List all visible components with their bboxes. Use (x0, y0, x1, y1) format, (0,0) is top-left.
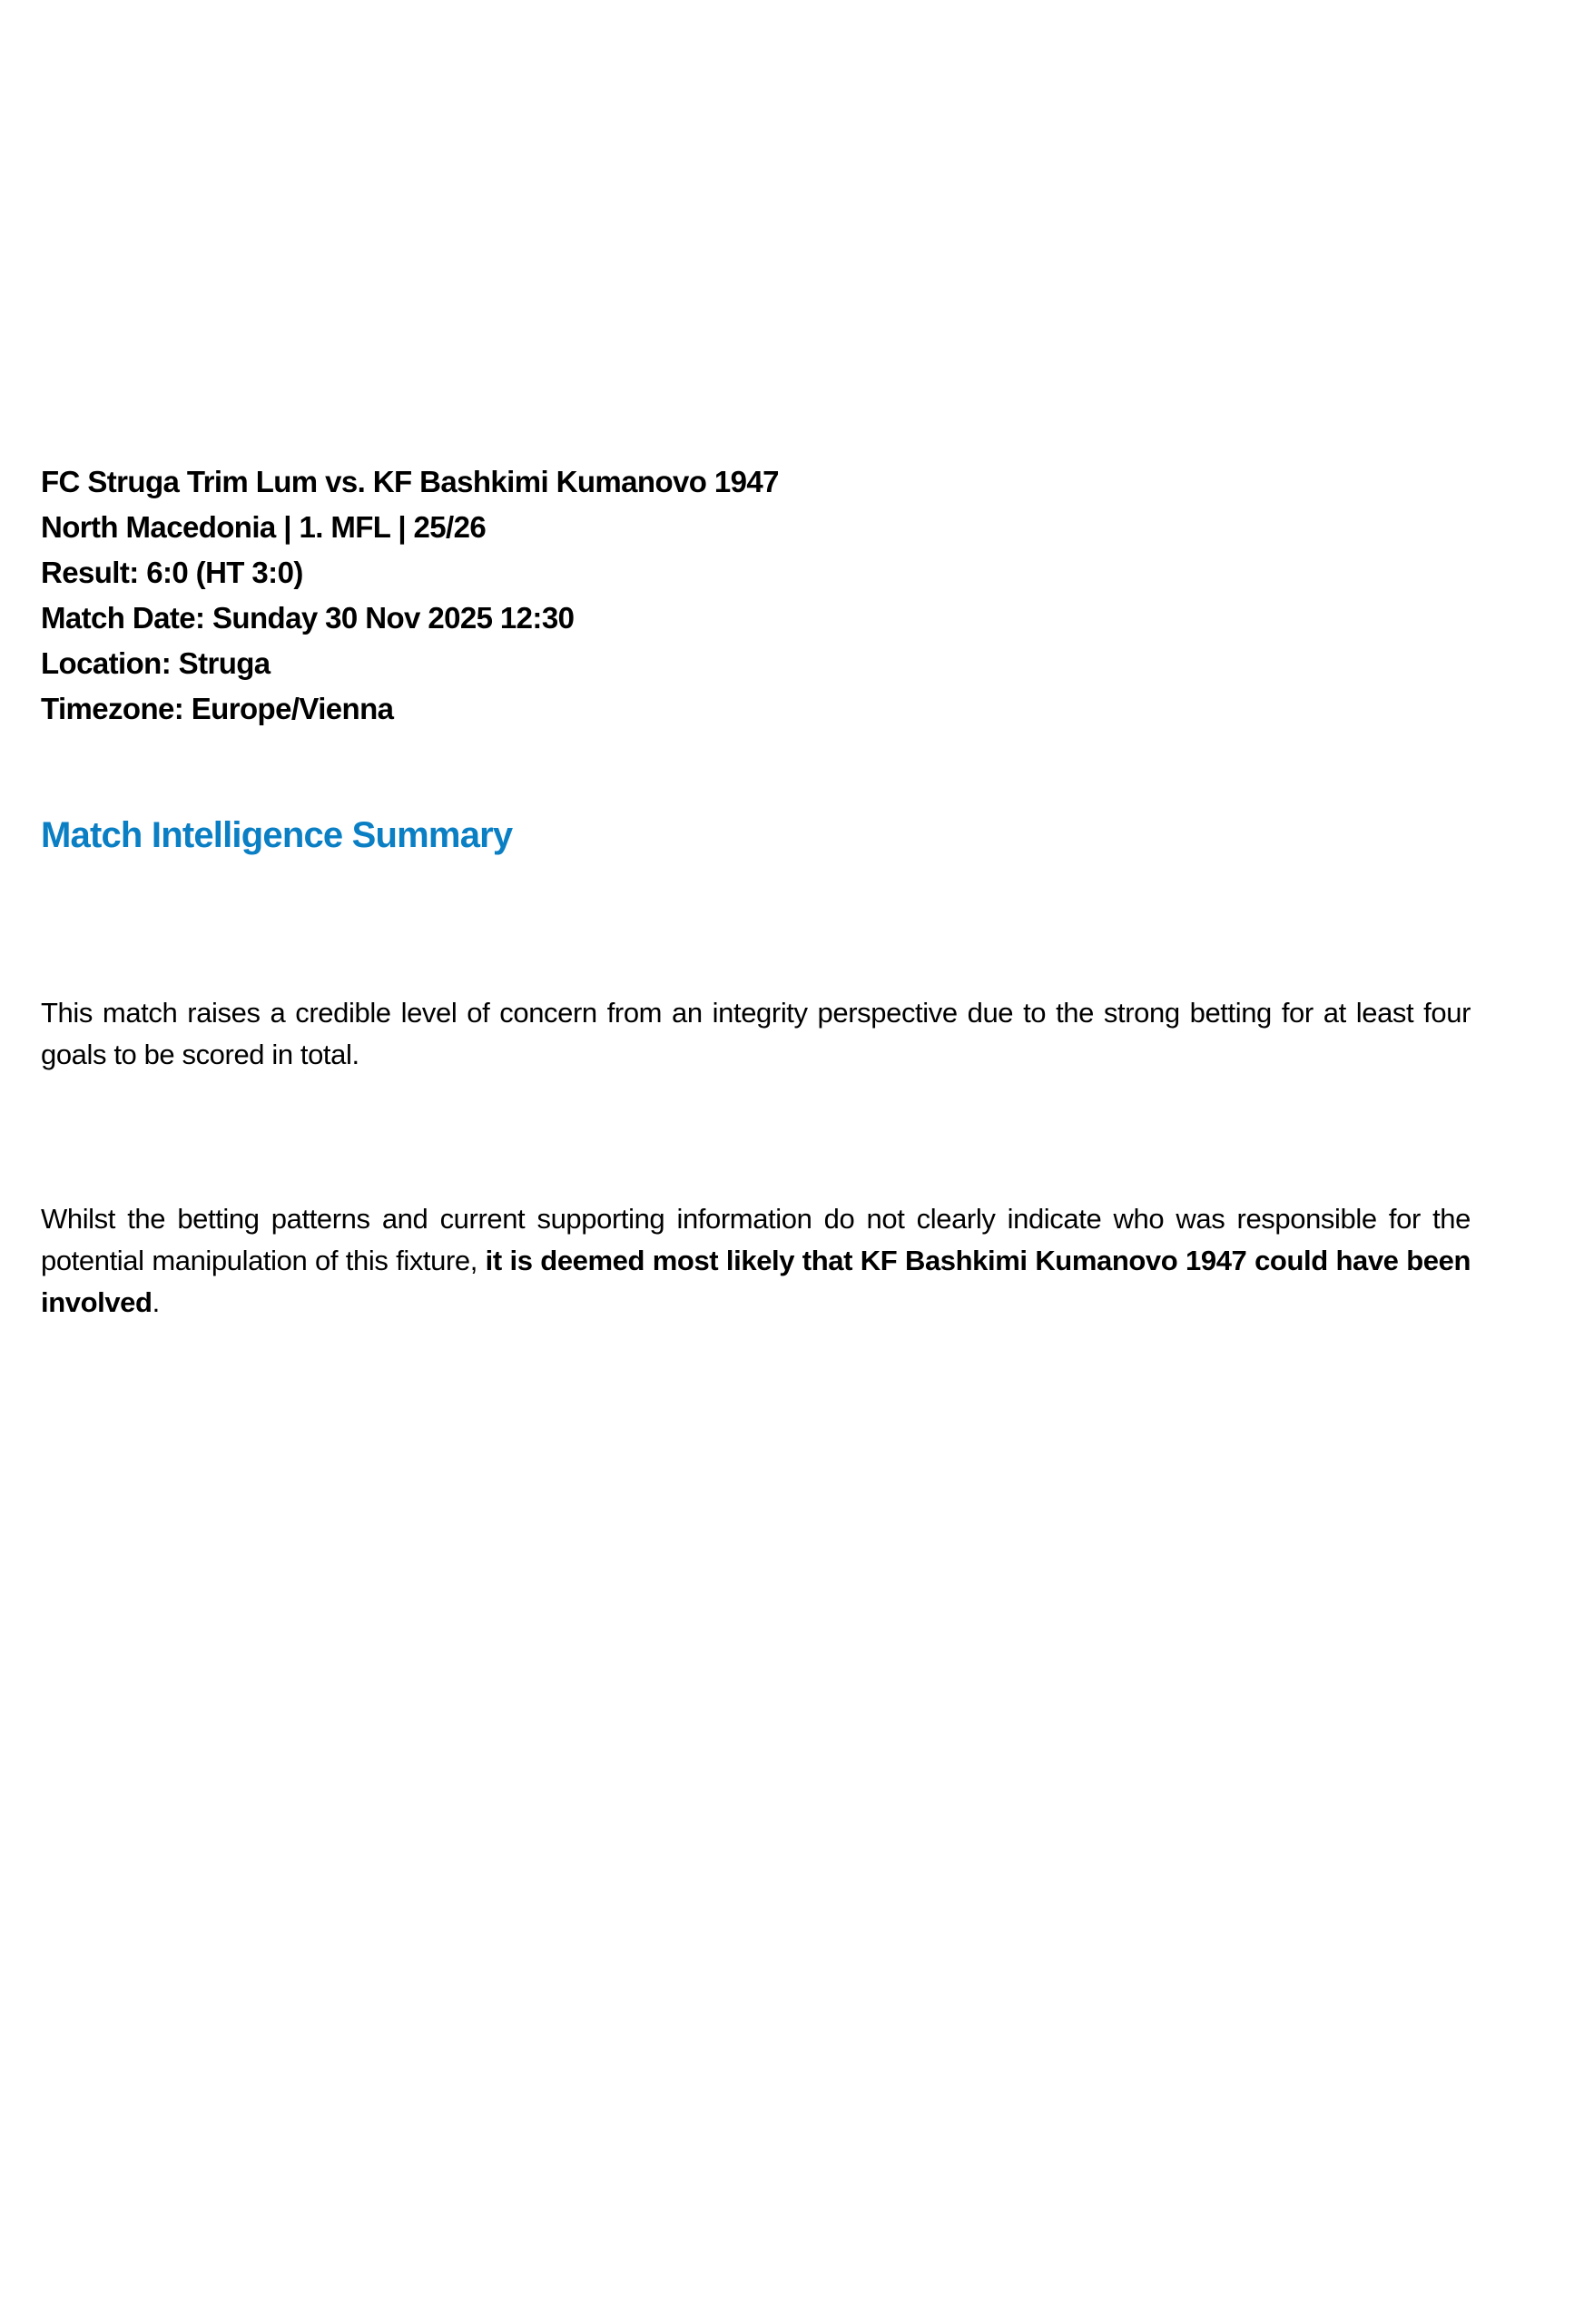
section-heading-summary: Match Intelligence Summary (41, 815, 513, 855)
paragraph-2-bold-conclusion: it is deemed most likely that KF Bashkimi Kumanovo 1947 could have been involved (41, 1245, 1471, 1318)
match-date-line: Match Date: Sunday 30 Nov 2025 12:30 (41, 601, 575, 635)
paragraph-2-regular-text: Whilst the betting patterns and current supporting information do not clearly indicate who was responsible for the potential manipulation of this fixture, (41, 1203, 1471, 1276)
location-line: Location: Struga (41, 646, 271, 680)
summary-paragraph-2 (41, 1198, 1471, 1324)
paragraph-2-end-punctuation: . (152, 1286, 160, 1318)
summary-paragraph-1: This match raises a credible level of concern from an integrity perspective due to the strong betting for at least four goals to be scored in total. (41, 997, 1471, 1070)
match-title: FC Struga Trim Lum vs. KF Bashkimi Kumanovo 1947 (41, 465, 779, 498)
match-header (41, 459, 1471, 732)
result-line: Result: 6:0 (HT 3:0) (41, 556, 303, 589)
competition-line: North Macedonia | 1. MFL | 25/26 (41, 510, 487, 544)
timezone-line: Timezone: Europe/Vienna (41, 692, 394, 725)
